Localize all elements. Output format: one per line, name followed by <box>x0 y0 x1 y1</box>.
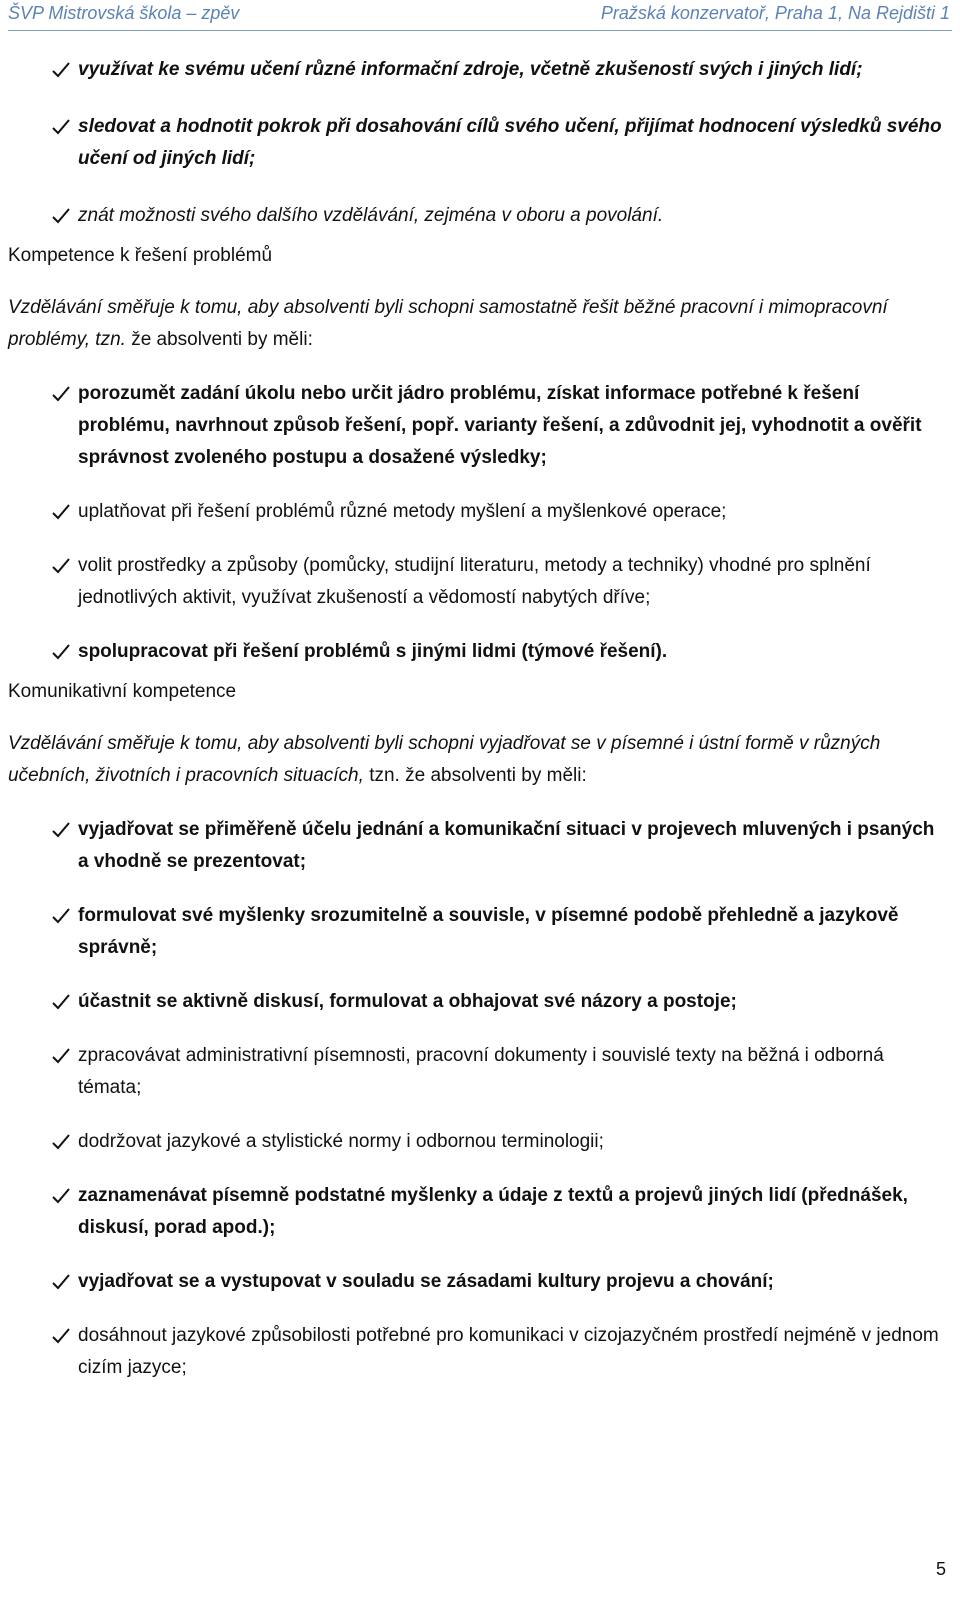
list-item-text: porozumět zadání úkolu nebo určit jádro problému, získat informace potřebné k řešení problému, navrhnout způsob řešení, popř. varianty řešení, a zdůvodnit jej, vyhodnotit a ověřit správnost zvoleného postupu a dosažené výsledky; <box>78 383 922 468</box>
check-mark-icon <box>52 986 72 1018</box>
list-item-text: znát možnosti svého dalšího vzdělávání, zejména v oboru a povolání. <box>78 205 664 226</box>
list-item <box>8 378 948 474</box>
list-item-text: zaznamenávat písemně podstatné myšlenky a údaje z textů a projevů jiných lidí (přednášek, diskusí, porad apod.); <box>78 1185 908 1238</box>
list-item <box>8 900 948 964</box>
section-intro-italic: Vzdělávání směřuje k tomu, aby absolventi byli schopni samostatně řešit běžné pracovní i mimopracovní problémy, tzn. <box>8 297 888 350</box>
list-item-text: dosáhnout jazykové způsobilosti potřebné pro komunikaci v cizojazyčném prostředí nejméně v jednom cizím jazyce; <box>78 1325 939 1378</box>
list-item <box>8 1040 948 1104</box>
check-mark-icon <box>52 496 72 528</box>
section-intro-problems <box>8 292 948 356</box>
section-heading-problems: Kompetence k řešení problémů <box>8 245 273 266</box>
problem-solving-list <box>8 378 948 668</box>
check-mark-icon <box>52 378 72 410</box>
section-intro-communication <box>8 728 948 792</box>
list-item <box>8 550 948 614</box>
check-mark-icon <box>52 1266 72 1298</box>
list-item <box>8 1180 948 1244</box>
list-item-text: zpracovávat administrativní písemnosti, pracovní dokumenty i souvislé texty na běžná i odborná témata; <box>78 1045 884 1098</box>
section-intro-rest: že absolventi by měli: <box>125 329 313 350</box>
list-item <box>8 54 948 86</box>
header-left-title: ŠVP Mistrovská škola – zpěv <box>8 3 240 23</box>
check-mark-icon <box>52 111 72 143</box>
list-item-text: volit prostředky a způsoby (pomůcky, studijní literaturu, metody a techniky) vhodné pro splnění jednotlivých aktivit, využívat zkušeností a vědomostí nabytých dříve; <box>78 555 871 608</box>
document-content <box>8 54 948 1384</box>
section-intro-rest: tzn. že absolventi by měli: <box>363 765 587 786</box>
check-mark-icon <box>52 900 72 932</box>
list-item <box>8 636 948 668</box>
list-item-text: spolupracovat při řešení problémů s jinými lidmi (týmové řešení). <box>78 641 668 662</box>
check-mark-icon <box>52 550 72 582</box>
check-mark-icon <box>52 814 72 846</box>
check-mark-icon <box>52 1180 72 1212</box>
list-item-text: sledovat a hodnotit pokrok při dosahování cílů svého učení, přijímat hodnocení výsledků svého učení od jiných lidí; <box>78 116 942 169</box>
list-item-text: účastnit se aktivně diskusí, formulovat a obhajovat své názory a postoje; <box>78 991 737 1012</box>
list-item-text: formulovat své myšlenky srozumitelně a souvisle, v písemné podobě přehledně a jazykově správně; <box>78 905 899 958</box>
section-heading-communication: Komunikativní kompetence <box>8 681 237 702</box>
section-intro-italic: Vzdělávání směřuje k tomu, aby absolventi byli schopni vyjadřovat se v písemné i ústní formě v různých učebních, životních i pracovních situacích, <box>8 733 881 786</box>
list-item <box>8 200 948 232</box>
check-mark-icon <box>52 1126 72 1158</box>
list-item <box>8 111 948 175</box>
check-mark-icon <box>52 636 72 668</box>
list-item <box>8 1266 948 1298</box>
list-item <box>8 814 948 878</box>
list-item <box>8 1320 948 1384</box>
page-header <box>8 0 952 31</box>
page-number: 5 <box>935 1559 946 1579</box>
header-right-title: Pražská konzervatoř, Praha 1, Na Rejdišti 1 <box>600 3 950 23</box>
list-item-text: vyjadřovat se přiměřeně účelu jednání a komunikační situaci v projevech mluvených i psaných a vhodně se prezentovat; <box>78 819 935 872</box>
list-item-text: uplatňovat při řešení problémů různé metody myšlení a myšlenkové operace; <box>78 501 727 522</box>
check-mark-icon <box>52 1040 72 1072</box>
list-item-text: dodržovat jazykové a stylistické normy i odbornou terminologii; <box>78 1131 604 1152</box>
communication-list <box>8 814 948 1384</box>
check-mark-icon <box>52 200 72 232</box>
list-item-text: vyjadřovat se a vystupovat v souladu se zásadami kultury projevu a chování; <box>78 1271 774 1292</box>
check-mark-icon <box>52 1320 72 1352</box>
list-item <box>8 1126 948 1158</box>
check-mark-icon <box>52 54 72 86</box>
list-item <box>8 496 948 528</box>
learning-competence-list <box>8 54 948 232</box>
list-item <box>8 986 948 1018</box>
list-item-text: využívat ke svému učení různé informační zdroje, včetně zkušeností svých i jiných lidí; <box>78 59 863 80</box>
